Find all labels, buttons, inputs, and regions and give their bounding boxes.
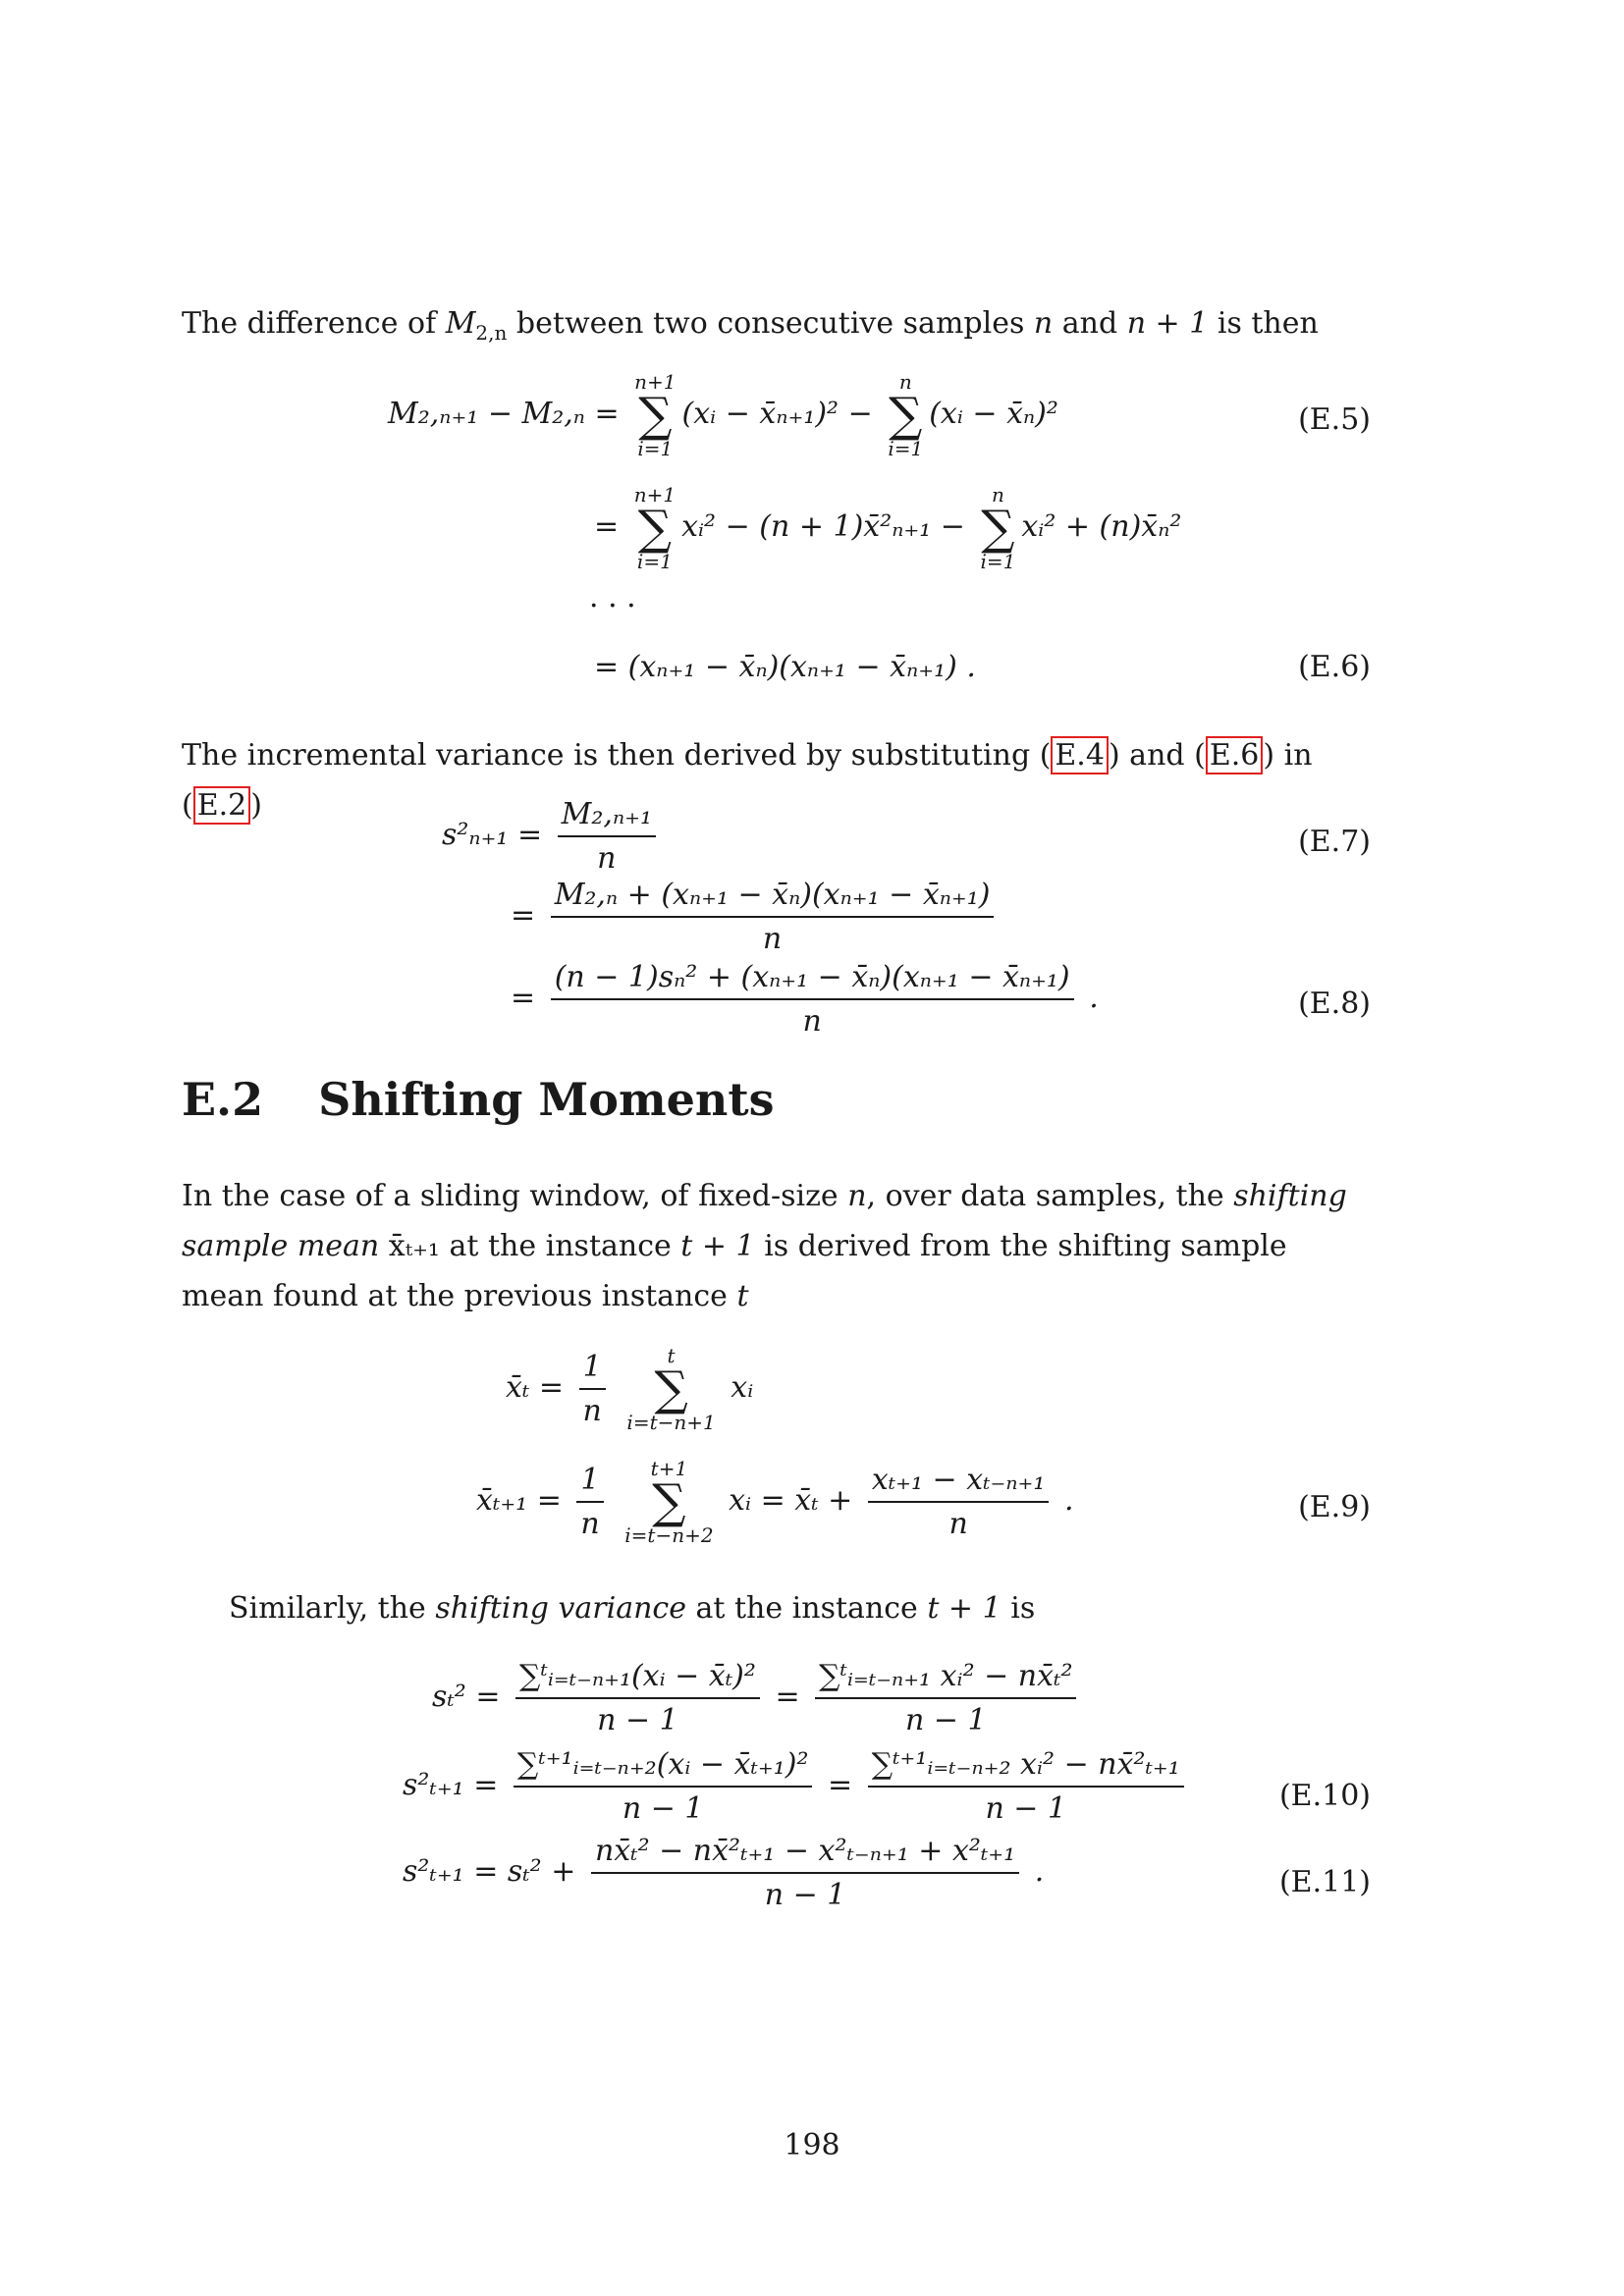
e9a-numerator: 1 bbox=[579, 1350, 606, 1390]
intro-math-sub: 2,n bbox=[475, 321, 508, 345]
e9-denominator: n bbox=[580, 1507, 600, 1541]
e9a-denominator: n bbox=[582, 1394, 602, 1428]
e5b-sum2-top: n bbox=[991, 483, 1004, 507]
equation-e10 bbox=[403, 1747, 1190, 1826]
para4-t1: t + 1 bbox=[927, 1591, 1001, 1626]
equation-e9 bbox=[476, 1458, 1074, 1546]
e5-term2: (xᵢ − x̄ₙ)² bbox=[929, 397, 1058, 431]
e9-lhs: x̄ₜ₊₁ = bbox=[476, 1483, 562, 1518]
e5-sum1-bottom: i=1 bbox=[637, 437, 674, 460]
intro-math-m: M bbox=[445, 306, 476, 341]
sigma-icon: ∑ bbox=[889, 388, 923, 443]
para3-t1: t + 1 bbox=[680, 1229, 755, 1263]
e10a-numerator2: ∑ᵗᵢ₌ₜ₋ₙ₊₁ xᵢ² − nx̄ₜ² bbox=[815, 1659, 1076, 1699]
e8-period: . bbox=[1089, 981, 1099, 1015]
e9a-term: xᵢ bbox=[731, 1370, 754, 1405]
para2-text: The incremental variance is then derived by substituting ( bbox=[182, 738, 1052, 773]
section-title: Shifting Moments bbox=[318, 1073, 775, 1126]
e9-term: xᵢ = x̄ₜ + bbox=[729, 1483, 853, 1518]
para4-emphasis: shifting variance bbox=[435, 1591, 686, 1626]
e7b-equals: = bbox=[511, 898, 536, 933]
para3-c: x̄ₜ₊₁ at the instance bbox=[379, 1229, 681, 1263]
para2-mid1: ) and ( bbox=[1108, 738, 1206, 773]
e5b-sum2-bottom: i=1 bbox=[980, 550, 1016, 573]
section-heading bbox=[182, 1073, 775, 1126]
ref-link-e2[interactable]: E.2 bbox=[193, 786, 251, 825]
para4-b: at the instance bbox=[685, 1591, 928, 1626]
e9-sum-top: t+1 bbox=[650, 1457, 688, 1480]
e7-denominator: n bbox=[597, 841, 617, 876]
equation-e5 bbox=[388, 371, 1058, 459]
equation-label-e7: (E.7) bbox=[1298, 825, 1371, 859]
equation-e10-line1 bbox=[432, 1659, 1082, 1737]
para3-emphasis: shifting sample mean bbox=[182, 1179, 1347, 1263]
equation-e8 bbox=[511, 960, 1099, 1039]
e9a-sum-top: t bbox=[667, 1344, 676, 1367]
sigma-icon: ∑ bbox=[637, 501, 672, 556]
e10a-denominator2: n − 1 bbox=[904, 1703, 987, 1737]
intro-math-n1: n + 1 bbox=[1126, 306, 1209, 341]
e7-numerator: M₂,ₙ₊₁ bbox=[558, 797, 656, 837]
para3-a: In the case of a sliding window, of fixed-size bbox=[182, 1179, 848, 1213]
shifting-variance-paragraph bbox=[229, 1583, 1417, 1633]
equation-label-e11: (E.11) bbox=[1278, 1865, 1371, 1899]
e5-sum2-top: n bbox=[898, 370, 912, 394]
e10a-numerator1: ∑ᵗᵢ₌ₜ₋ₙ₊₁(xᵢ − x̄ₜ)² bbox=[515, 1659, 760, 1699]
sigma-icon: ∑ bbox=[638, 388, 673, 443]
shifting-mean-paragraph bbox=[182, 1171, 1370, 1321]
sigma-icon: ∑ bbox=[654, 1362, 688, 1416]
equation-e5-line2 bbox=[594, 484, 1181, 572]
equation-label-e8: (E.8) bbox=[1298, 987, 1371, 1021]
intro-text-c: and bbox=[1053, 306, 1127, 341]
para3-d: is derived from the shifting sample mean found at the previous instance bbox=[182, 1229, 1287, 1313]
intro-text: The difference of bbox=[182, 306, 446, 341]
e9a-lhs: x̄ₜ = bbox=[506, 1370, 564, 1405]
ref-link-e6[interactable]: E.6 bbox=[1206, 736, 1264, 774]
equation-label-e10: (E.10) bbox=[1278, 1779, 1371, 1813]
e7-lhs: s²ₙ₊₁ = bbox=[442, 818, 543, 852]
equation-label-e5: (E.5) bbox=[1298, 402, 1371, 437]
para3-n: n bbox=[847, 1179, 867, 1213]
incremental-variance-paragraph bbox=[182, 730, 1370, 830]
intro-paragraph bbox=[182, 298, 1370, 358]
e9-numerator: 1 bbox=[576, 1463, 603, 1503]
intro-math-n: n bbox=[1033, 306, 1054, 341]
e5-sum2-bottom: i=1 bbox=[888, 437, 924, 460]
e10a-denominator1: n − 1 bbox=[597, 1703, 678, 1737]
equation-label-e9: (E.9) bbox=[1298, 1490, 1371, 1524]
e9-sum-bottom: i=t−n+2 bbox=[624, 1523, 714, 1547]
para3-b: , over data samples, the bbox=[866, 1179, 1234, 1213]
e7b-denominator: n bbox=[762, 922, 783, 956]
ellipsis: · · · bbox=[589, 589, 636, 623]
e7b-numerator: M₂,ₙ + (xₙ₊₁ − x̄ₙ)(xₙ₊₁ − x̄ₙ₊₁) bbox=[551, 878, 995, 918]
e5-lhs: M₂,ₙ₊₁ − M₂,ₙ = bbox=[388, 397, 620, 431]
e5b-equals: = bbox=[594, 509, 620, 544]
intro-text-b: between two consecutive samples bbox=[507, 306, 1034, 341]
e5b-sum1-bottom: i=1 bbox=[636, 550, 673, 573]
e5b-term2: xᵢ² + (n)x̄ₙ² bbox=[1021, 509, 1182, 544]
e11-period: . bbox=[1034, 1854, 1045, 1889]
para2-mid2: ) in ( bbox=[182, 738, 1313, 823]
para4-c: is bbox=[1001, 1591, 1036, 1626]
equation-e9-line1 bbox=[506, 1345, 753, 1433]
e9-denominator2: n bbox=[948, 1507, 968, 1541]
e11-numerator: nx̄ₜ² − nx̄²ₜ₊₁ − x²ₜ₋ₙ₊₁ + x²ₜ₊₁ bbox=[591, 1834, 1019, 1874]
e10a-equals: = bbox=[775, 1680, 800, 1714]
sigma-icon: ∑ bbox=[981, 501, 1015, 556]
equation-e7 bbox=[442, 797, 662, 876]
section-number: E.2 bbox=[182, 1073, 264, 1126]
sigma-icon: ∑ bbox=[652, 1474, 686, 1529]
equation-e6: = (xₙ₊₁ − x̄ₙ)(xₙ₊₁ − x̄ₙ₊₁) . bbox=[594, 650, 976, 684]
e8-denominator: n bbox=[802, 1004, 822, 1039]
e10-lhs: s²ₜ₊₁ = bbox=[403, 1768, 499, 1802]
equation-label-e6: (E.6) bbox=[1298, 650, 1371, 684]
e10-denominator1: n − 1 bbox=[622, 1791, 704, 1826]
para3-t: t bbox=[736, 1279, 749, 1313]
e10a-lhs: sₜ² = bbox=[432, 1680, 501, 1714]
intro-text-d: is then bbox=[1208, 306, 1319, 341]
page-number: 198 bbox=[784, 2128, 840, 2163]
e10-denominator2: n − 1 bbox=[985, 1791, 1067, 1826]
e9-period: . bbox=[1063, 1483, 1074, 1518]
e11-denominator: n − 1 bbox=[764, 1878, 846, 1912]
e5b-sum1-top: n+1 bbox=[633, 483, 677, 507]
e5-sum1-top: n+1 bbox=[634, 370, 677, 394]
e10-numerator2: ∑ᵗ⁺¹ᵢ₌ₜ₋ₙ₊₂ xᵢ² − nx̄²ₜ₊₁ bbox=[868, 1747, 1184, 1788]
equation-e7-line2 bbox=[511, 878, 1000, 956]
e9-numerator2: xₜ₊₁ − xₜ₋ₙ₊₁ bbox=[868, 1463, 1050, 1503]
ref-link-e4[interactable]: E.4 bbox=[1051, 736, 1109, 774]
e11-lhs: s²ₜ₊₁ = sₜ² + bbox=[403, 1854, 576, 1889]
e10-equals: = bbox=[828, 1768, 853, 1802]
e10-numerator1: ∑ᵗ⁺¹ᵢ₌ₜ₋ₙ₊₂(xᵢ − x̄ₜ₊₁)² bbox=[514, 1747, 813, 1788]
e5-term1: (xᵢ − x̄ₙ₊₁)² − bbox=[681, 397, 873, 431]
para4-a: Similarly, the bbox=[229, 1591, 436, 1626]
e8-numerator: (n − 1)sₙ² + (xₙ₊₁ − x̄ₙ)(xₙ₊₁ − x̄ₙ₊₁) bbox=[551, 960, 1074, 1000]
e8-equals: = bbox=[511, 981, 536, 1015]
e9a-sum-bottom: i=t−n+1 bbox=[626, 1411, 716, 1434]
equation-e11 bbox=[403, 1834, 1044, 1912]
para2-end: ) bbox=[250, 788, 262, 823]
e5b-term1: xᵢ² − (n + 1)x̄²ₙ₊₁ − bbox=[681, 509, 965, 544]
